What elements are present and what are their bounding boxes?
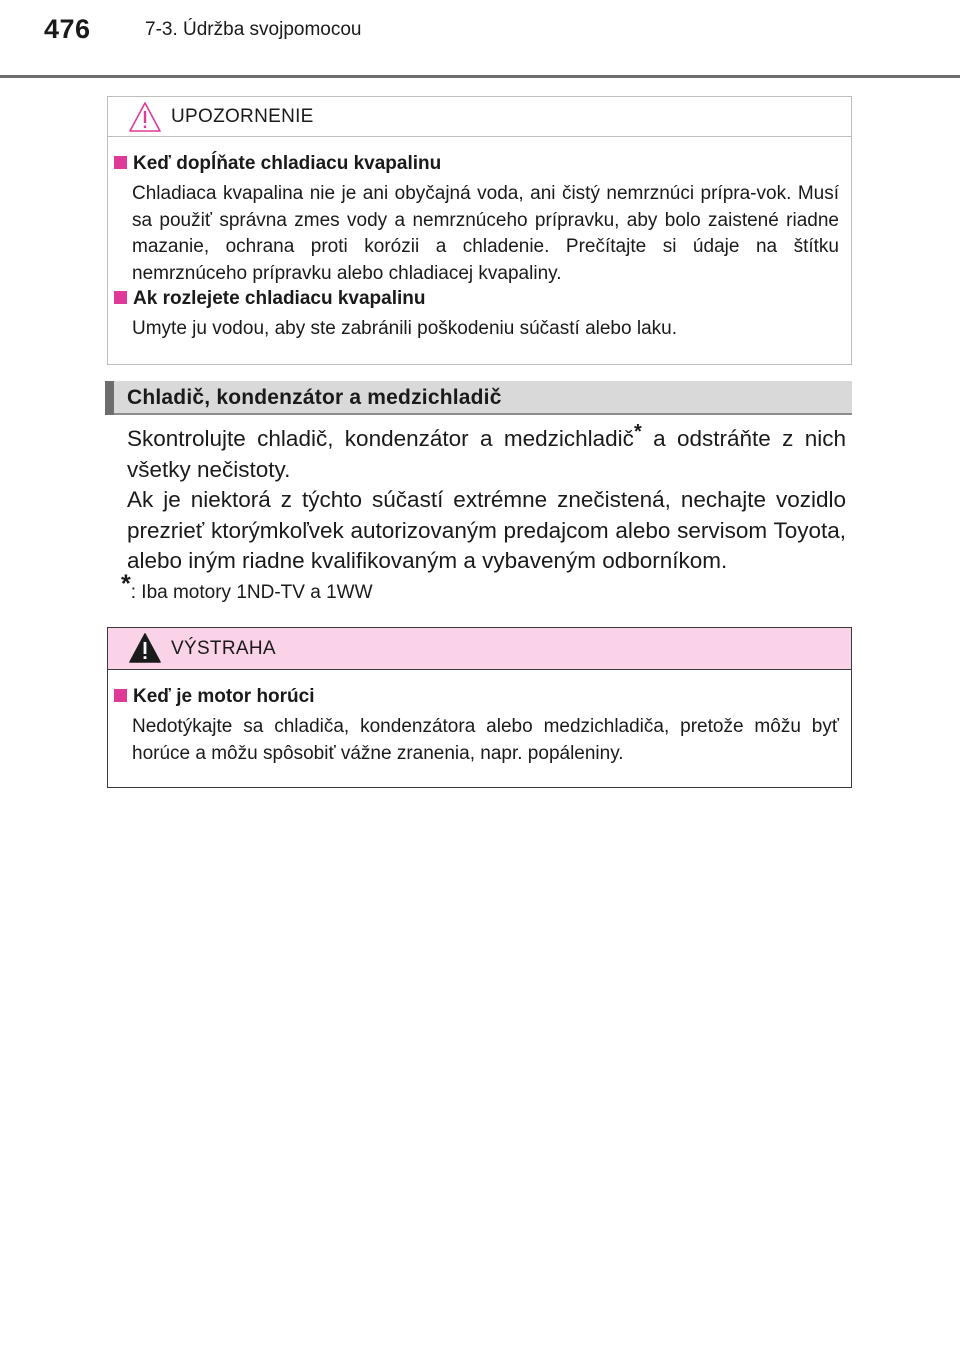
square-bullet-icon <box>114 291 127 304</box>
footnote: *: Iba motory 1ND-TV a 1WW <box>121 570 373 603</box>
body-paragraph: Ak je niektorá z týchto súčastí extrémne znečistená, nechajte vozidlo prezrieť ktorýmkoľvek autorizovaným predajcom alebo servisom Toyota, alebo iným riadne kvalifikovaným a vybaveným odborníkom. <box>127 487 846 573</box>
warning-triangle-outline-icon <box>128 101 162 133</box>
square-bullet-icon <box>114 156 127 169</box>
body-paragraph: Skontrolujte chladič, kondenzátor a medzichladič* a odstráňte z nich všetky nečistoty. <box>127 421 846 482</box>
warning-title: VÝSTRAHA <box>171 638 276 659</box>
page-header <box>0 0 960 80</box>
warning-box <box>107 627 852 788</box>
page-number: 476 <box>44 14 91 44</box>
caution-box <box>107 96 852 365</box>
section-heading-accent <box>105 381 114 415</box>
section-heading-label: Chladič, kondenzátor a medzichladič <box>127 386 502 409</box>
caution-item-heading: Ak rozlejete chladiacu kvapalinu <box>114 288 426 310</box>
header-divider <box>0 75 960 78</box>
warning-item-heading: Keď je motor horúci <box>114 686 315 708</box>
warning-triangle-filled-icon <box>128 632 162 664</box>
section-heading <box>105 381 852 415</box>
square-bullet-icon <box>114 689 127 702</box>
caution-item-text: Umyte ju vodou, aby ste zabránili poškodeniu súčastí alebo laku. <box>132 318 677 339</box>
footnote-marker: * <box>633 421 642 443</box>
chapter-title: 7-3. Údržba svojpomocou <box>145 19 362 40</box>
caution-item-text: Chladiaca kvapalina nie je ani obyčajná voda, ani čistý nemrznúci prípra-vok. Musí sa použiť správna zmes vody a nemrznúceho prípravku, aby bolo zaistené riadne mazanie, ochrana proti korózii a chladenie. Prečítajte si údaje na štítku nemrznúceho prípravku alebo chladiacej kvapaliny. <box>132 183 839 284</box>
caution-item-heading: Keď dopĺňate chladiacu kvapalinu <box>114 153 441 175</box>
caution-box-header <box>108 97 851 137</box>
caution-title: UPOZORNENIE <box>171 106 314 127</box>
warning-box-header <box>108 628 851 670</box>
warning-item-text: Nedotýkajte sa chladiča, kondenzátora alebo medzichladiča, pretože môžu byť horúce a môžu spôsobiť vážne zranenia, napr. popáleniny. <box>132 716 839 764</box>
